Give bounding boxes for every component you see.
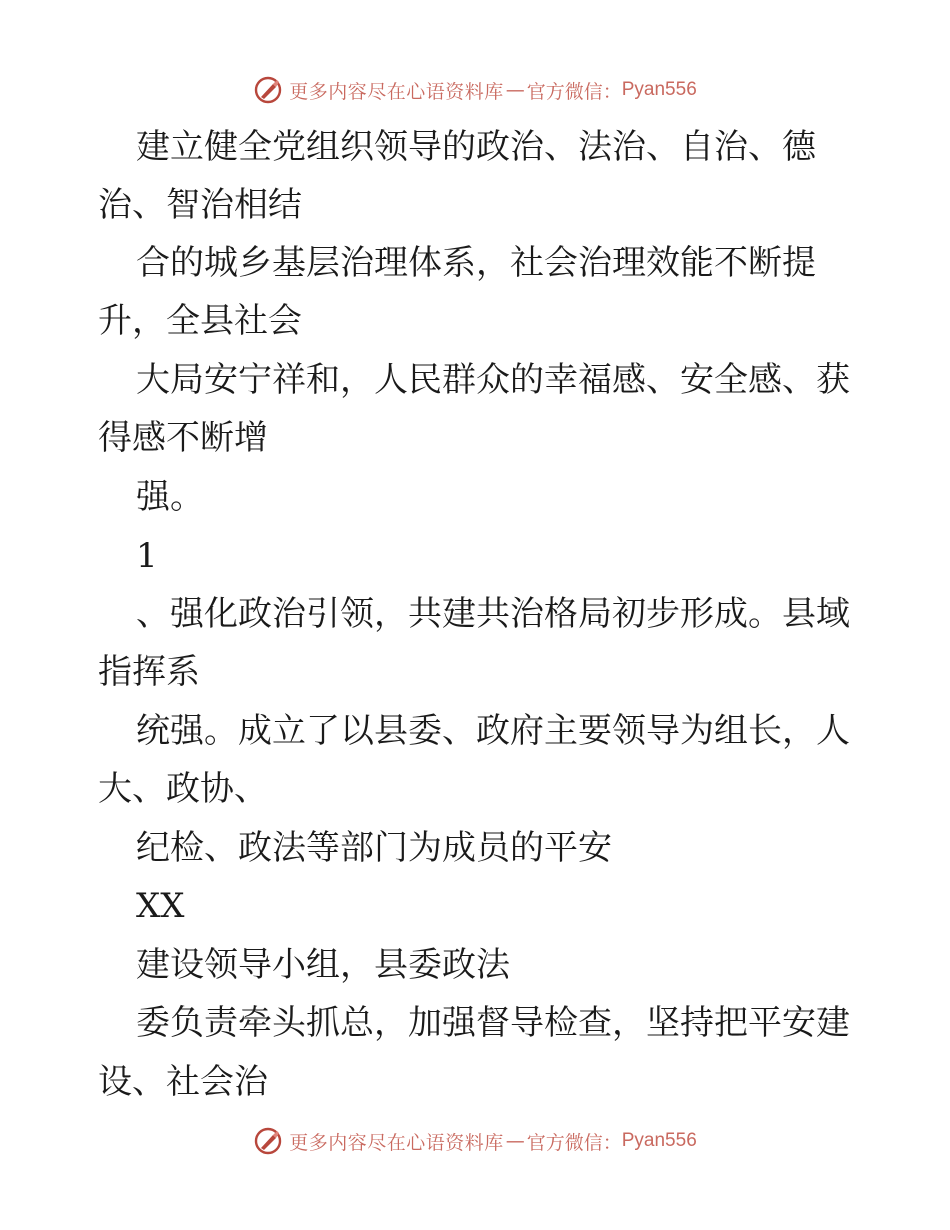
body-line: 强。 <box>136 477 204 517</box>
body-line: 治、智治相结 <box>98 185 302 225</box>
banner-dash: — <box>505 79 525 101</box>
header-watermark-banner <box>0 72 950 108</box>
banner-wechat-id: Pyan556 <box>621 1130 697 1151</box>
body-line: 统强。成立了以县委、政府主要领导为组长，人 <box>136 711 850 751</box>
pen-logo-icon <box>253 1126 283 1156</box>
body-line: 设、社会治 <box>98 1062 268 1102</box>
banner-dash: — <box>505 1130 525 1152</box>
body-line: 建立健全党组织领导的政治、法治、自治、德 <box>136 127 816 167</box>
body-line: 合的城乡基层治理体系，社会治理效能不断提 <box>136 243 816 283</box>
body-line: 大、政协、 <box>98 769 268 809</box>
body-line: 委负责牵头抓总，加强督导检查，坚持把平安建 <box>136 1003 850 1043</box>
body-line: 得感不断增 <box>98 418 268 458</box>
banner-slogan: 更多内容尽在心语资料库 <box>289 80 504 103</box>
banner-wechat-label: 官方微信： <box>526 1131 622 1154</box>
banner-wechat-label: 官方微信： <box>526 80 622 103</box>
footer-watermark-banner <box>0 1123 950 1159</box>
pen-logo-icon <box>253 75 283 105</box>
banner-wechat-id: Pyan556 <box>621 79 697 100</box>
body-line: XX <box>136 886 185 926</box>
body-line: 纪检、政法等部门为成员的平安 <box>136 828 612 868</box>
body-line: 升，全县社会 <box>98 301 302 341</box>
body-line: 1 <box>136 536 158 576</box>
body-line: 、强化政治引领，共建共治格局初步形成。县域 <box>136 594 850 634</box>
body-line: 建设领导小组，县委政法 <box>136 945 510 985</box>
banner-slogan: 更多内容尽在心语资料库 <box>289 1131 504 1154</box>
body-line: 大局安宁祥和，人民群众的幸福感、安全感、获 <box>136 360 850 400</box>
body-line: 指挥系 <box>98 652 200 692</box>
